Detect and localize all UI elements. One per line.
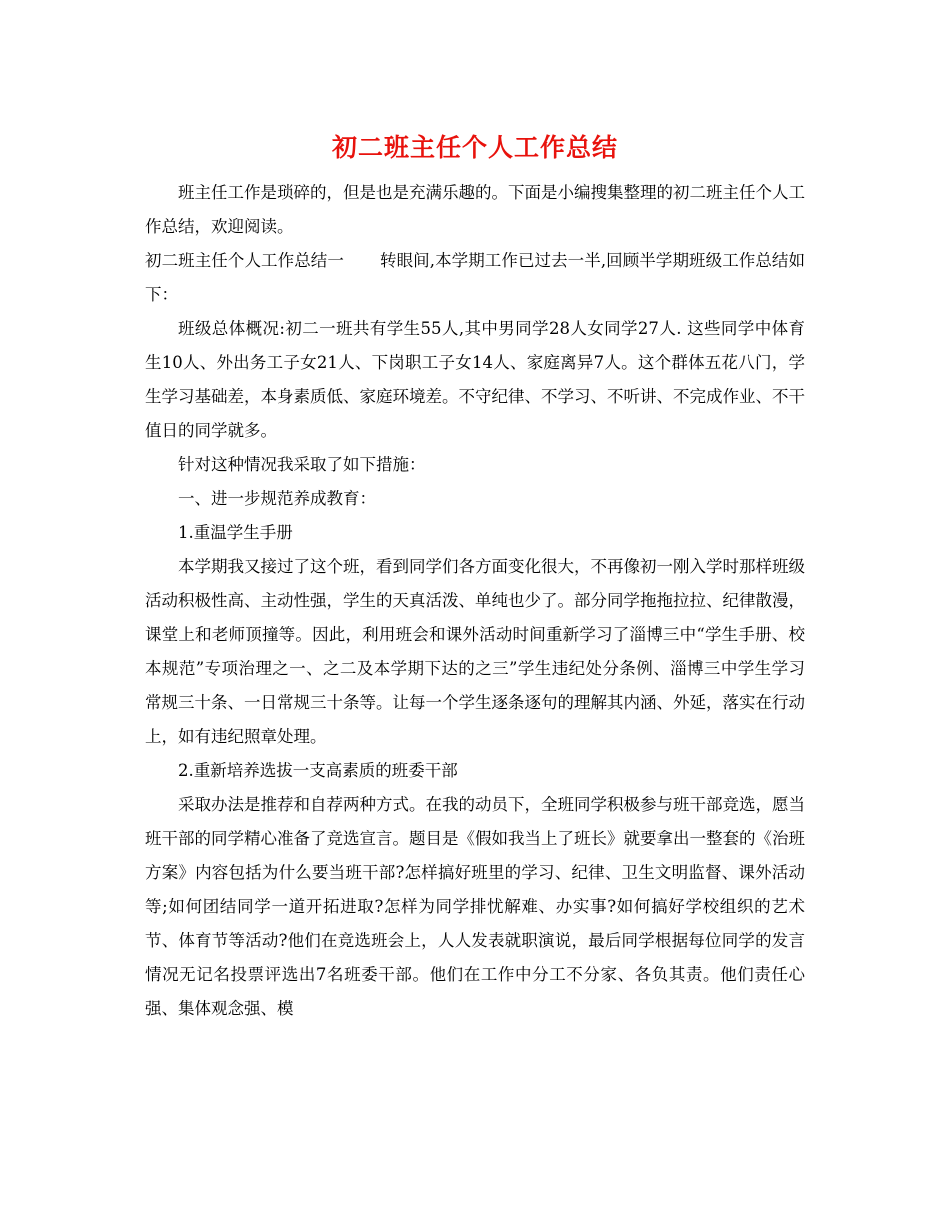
subheading-handbook: 1.重温学生手册 bbox=[178, 523, 293, 542]
section-heading: 初二班主任个人工作总结一 bbox=[145, 251, 344, 270]
subheading-committee: 2.重新培养选拔一支高素质的班委干部 bbox=[178, 761, 458, 780]
document-title: 初二班主任个人工作总结 bbox=[331, 133, 618, 162]
section-heading-line bbox=[145, 244, 805, 312]
subheading-norms: 一、进一步规范养成教育： bbox=[178, 489, 376, 508]
body-paragraph-committee: 采取办法是推荐和自荐两种方式。在我的动员下，全班同学积极参与班干部竞选，愿当班干部的同学精心准备了竞选宣言。题目是《假如我当上了班长》就要拿出一整套的《治班方案》内容包括为什么要当班干部?怎样搞好班里的学习、纪律、卫生文明监督、课外活动等;如何团结同学一道开拓进取?怎样为同学排忧解难、办实事?如何搞好学校组织的艺术节、体育节等活动?他们在竞选班会上，人人发表就职演说，最后同学根据每位同学的发言情况无记名投票评选出7名班委干部。他们在工作中分工不分家、各负其责。他们责任心强、集体观念强、模 bbox=[145, 795, 805, 1018]
body-paragraph-measures: 针对这种情况我采取了如下措施： bbox=[178, 455, 426, 474]
section-lead: 转眼间,本学期工作已过去一半,回顾半学期班级工作总结如下： bbox=[145, 251, 806, 304]
body-paragraph-overview: 班级总体概况:初二一班共有学生55人,其中男同学28人女同学27人. 这些同学中体育生10人、外出务工子女21人、下岗职工子女14人、家庭离异7人。这个群体五花八门，学生学习基础差，本身素质低、家庭环境差。不守纪律、不学习、不听讲、不完成作业、不干值日的同学就多。 bbox=[145, 319, 805, 440]
document-body bbox=[145, 176, 805, 1026]
intro-paragraph: 班主任工作是琐碎的，但是也是充满乐趣的。下面是小编搜集整理的初二班主任个人工作总结，欢迎阅读。 bbox=[145, 183, 805, 236]
body-paragraph-handbook: 本学期我又接过了这个班，看到同学们各方面变化很大，不再像初一刚入学时那样班级活动积极性高、主动性强，学生的天真活泼、单纯也少了。部分同学拖拖拉拉、纪律散漫，课堂上和老师顶撞等。因此，利用班会和课外活动时间重新学习了淄博三中“学生手册、校本规范”专项治理之一、之二及本学期下达的之三”学生违纪处分条例、淄博三中学生学习常规三十条、一日常规三十条等。让每一个学生逐条逐句的理解其内涵、外延，落实在行动上，如有违纪照章处理。 bbox=[145, 557, 805, 746]
